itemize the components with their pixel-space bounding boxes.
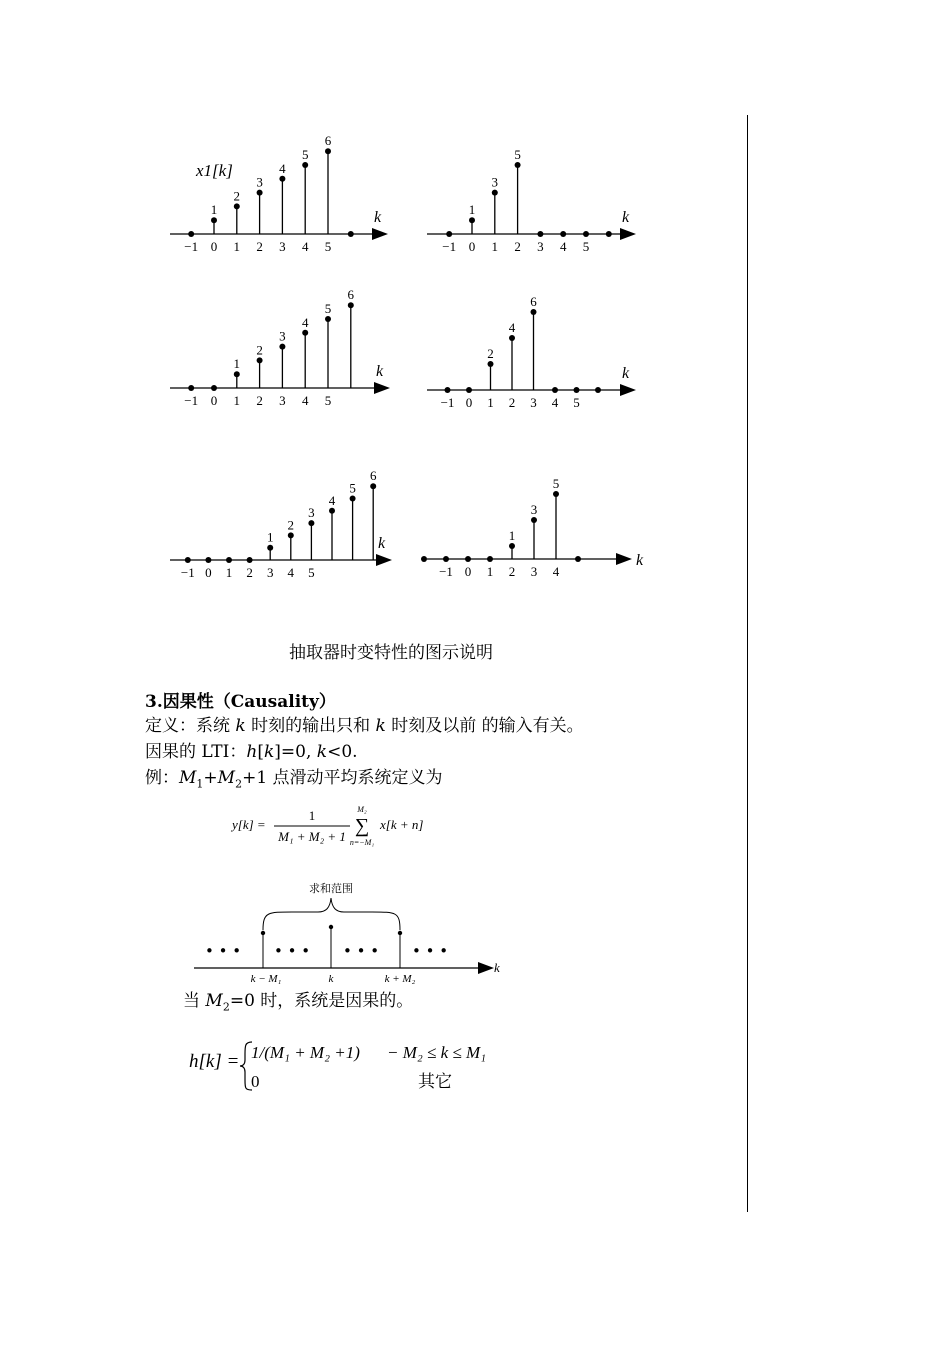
- plot4-tick-label-6: 5: [573, 395, 580, 410]
- plot1-tick-label-1: 0: [210, 239, 218, 254]
- plot3-tick-label-3: 2: [256, 393, 263, 408]
- plot1-value-label-4: 4: [279, 160, 286, 176]
- stem-left-dot: [261, 931, 265, 935]
- plot5-tick-label-3: 2: [246, 565, 253, 580]
- plot6-value-label-4: 1: [508, 528, 516, 543]
- plot5-k-label: k: [378, 535, 386, 552]
- stem-mid-dot: [329, 925, 333, 929]
- plot2-value-label-3: 5: [514, 147, 521, 162]
- plot6-tick-label-0: −1: [439, 564, 453, 579]
- plot4-tick-label-0: −1: [440, 395, 455, 410]
- section-heading: 3.因果性（Causality）: [145, 692, 336, 712]
- plot2-tick-label-6: 5: [582, 239, 590, 254]
- plot4-k-label: k: [622, 365, 630, 382]
- plot1-k-label: k: [374, 209, 382, 226]
- plot2-value-label-2: 3: [491, 174, 499, 190]
- example-text: 例：$M_1+M_2+1$ 点滑动平均系统定义为: [145, 768, 443, 791]
- plot5-tick-label-6: 5: [308, 565, 315, 580]
- plot2-k-label: k: [622, 209, 630, 226]
- case1-value: 1/(M₁ + M₂ +1): [251, 1043, 360, 1062]
- sum-upper: M₂: [357, 805, 367, 814]
- plot3-value-label-3: 2: [256, 342, 263, 358]
- tick-k-plus-m2: k + M₂: [384, 973, 416, 985]
- plot3-tick-label-4: 3: [279, 393, 286, 408]
- dots-3: • • •: [343, 942, 380, 960]
- plot3-value-label-2: 1: [233, 356, 241, 372]
- plot5-value-label-6: 3: [308, 505, 315, 521]
- window-axis-label: k: [494, 960, 500, 975]
- plot1-value-label-5: 5: [301, 147, 309, 162]
- tick-k: k: [328, 973, 334, 985]
- plot5-value-label-4: 1: [266, 529, 274, 545]
- case2-value: 0: [251, 1072, 260, 1091]
- plot4-tick-label-5: 4: [551, 395, 559, 410]
- definition-text: 定义：系统 k 时刻的输出只和 k 时刻及以前 的输入有关。: [145, 716, 584, 736]
- plot6-tick-label-5: 4: [552, 564, 560, 579]
- plot2-tick-label-0: −1: [442, 239, 457, 254]
- sum-term: x[k + n]: [380, 817, 424, 832]
- plot1-value-label-3: 3: [256, 174, 263, 190]
- case2-condition: 其它: [418, 1072, 452, 1091]
- causal-lti-text: 因果的 LTI：h[k]=0, k<0.: [145, 742, 358, 762]
- brace-label: 求和范围: [309, 883, 353, 895]
- plot5-value-label-7: 4: [328, 492, 336, 508]
- plot3-k-label: k: [376, 363, 384, 380]
- plot1-tick-label-6: 5: [324, 239, 332, 254]
- plot5-value-label-8: 5: [349, 480, 356, 496]
- plot1-tick-label-4: 3: [279, 239, 286, 254]
- plot2-tick-label-3: 2: [514, 239, 521, 254]
- stem-right-dot: [398, 931, 402, 935]
- plot3-value-label-7: 6: [347, 287, 355, 303]
- tick-k-minus-m1: k − M₁: [250, 973, 282, 985]
- dots-4: • • •: [412, 942, 449, 960]
- plot3-tick-label-2: 1: [233, 393, 241, 408]
- dots-2: • • •: [274, 942, 311, 960]
- plot5-tick-label-4: 3: [266, 565, 274, 580]
- plot1-value-label-1: 1: [210, 202, 218, 218]
- plot3-value-label-4: 3: [279, 328, 286, 344]
- formula-denominator: M₁ + M₂ + 1: [278, 829, 346, 844]
- plot6-value-label-5: 3: [530, 502, 538, 517]
- plot4-tick-label-1: 0: [465, 395, 473, 410]
- plot2-value-label-1: 1: [468, 202, 476, 218]
- plot4-tick-label-2: 1: [487, 395, 494, 410]
- plot4-value-label-2: 2: [487, 346, 494, 361]
- plot1-tick-label-3: 2: [256, 239, 263, 254]
- figure-caption: 抽取器时变特性的图示说明: [289, 643, 493, 663]
- plot1-tick-label-5: 4: [301, 239, 309, 254]
- formula-numerator: 1: [308, 808, 316, 823]
- plot3-tick-label-5: 4: [301, 393, 309, 408]
- plot6-tick-label-3: 2: [508, 564, 516, 579]
- plot5-tick-label-1: 0: [205, 565, 212, 580]
- plot3-tick-label-1: 0: [210, 393, 218, 408]
- plot3-value-label-6: 5: [324, 301, 332, 316]
- sum-sigma: ∑: [354, 815, 370, 837]
- case1-condition: − M₂ ≤ k ≤ M₁: [387, 1043, 487, 1062]
- plot5-tick-label-0: −1: [180, 565, 195, 580]
- plot1-y-label: x1[k]: [196, 161, 233, 180]
- h-lhs: h[k] =: [189, 1051, 240, 1072]
- plot4-value-label-4: 6: [530, 294, 537, 309]
- plot1-value-label-2: 2: [233, 188, 241, 204]
- sum-lower: n=−M₁: [349, 838, 375, 847]
- plot4-value-label-3: 4: [508, 320, 516, 335]
- plot3-tick-label-0: −1: [184, 393, 199, 408]
- plot5-value-label-9: 6: [369, 468, 377, 484]
- plot2-tick-label-4: 3: [537, 239, 544, 254]
- plot6-value-label-6: 5: [552, 476, 560, 491]
- formula-lhs: y[k] =: [232, 817, 266, 832]
- plot3-tick-label-6: 5: [324, 393, 332, 408]
- plot1-tick-label-2: 1: [233, 239, 241, 254]
- plot3-value-label-5: 4: [301, 314, 309, 330]
- plot6-tick-label-4: 3: [530, 564, 538, 579]
- moving-average-formula: [230, 805, 423, 847]
- plot4-tick-label-4: 3: [530, 395, 537, 410]
- causality-condition: 当 $M_2=0$ 时，系统是因果的。: [183, 991, 414, 1014]
- plot1-tick-label-0: −1: [184, 239, 199, 254]
- summation-window-diagram: [194, 881, 500, 985]
- plot6-k-label: k: [636, 552, 644, 569]
- impulse-response-formula: [189, 1042, 486, 1091]
- plot5-value-label-5: 2: [287, 517, 295, 533]
- plot2-tick-label-2: 1: [491, 239, 499, 254]
- plot6-tick-label-2: 1: [486, 564, 494, 579]
- plot5-tick-label-5: 4: [287, 565, 295, 580]
- plot2-tick-label-5: 4: [559, 239, 567, 254]
- plot5-tick-label-2: 1: [225, 565, 233, 580]
- plot1-value-label-6: 6: [324, 133, 332, 149]
- dots-1: • • •: [205, 942, 242, 960]
- plot6-tick-label-1: 0: [464, 564, 472, 579]
- plot2-tick-label-1: 0: [468, 239, 476, 254]
- window-axis-arrow: [478, 962, 494, 974]
- plot4-tick-label-3: 2: [508, 395, 516, 410]
